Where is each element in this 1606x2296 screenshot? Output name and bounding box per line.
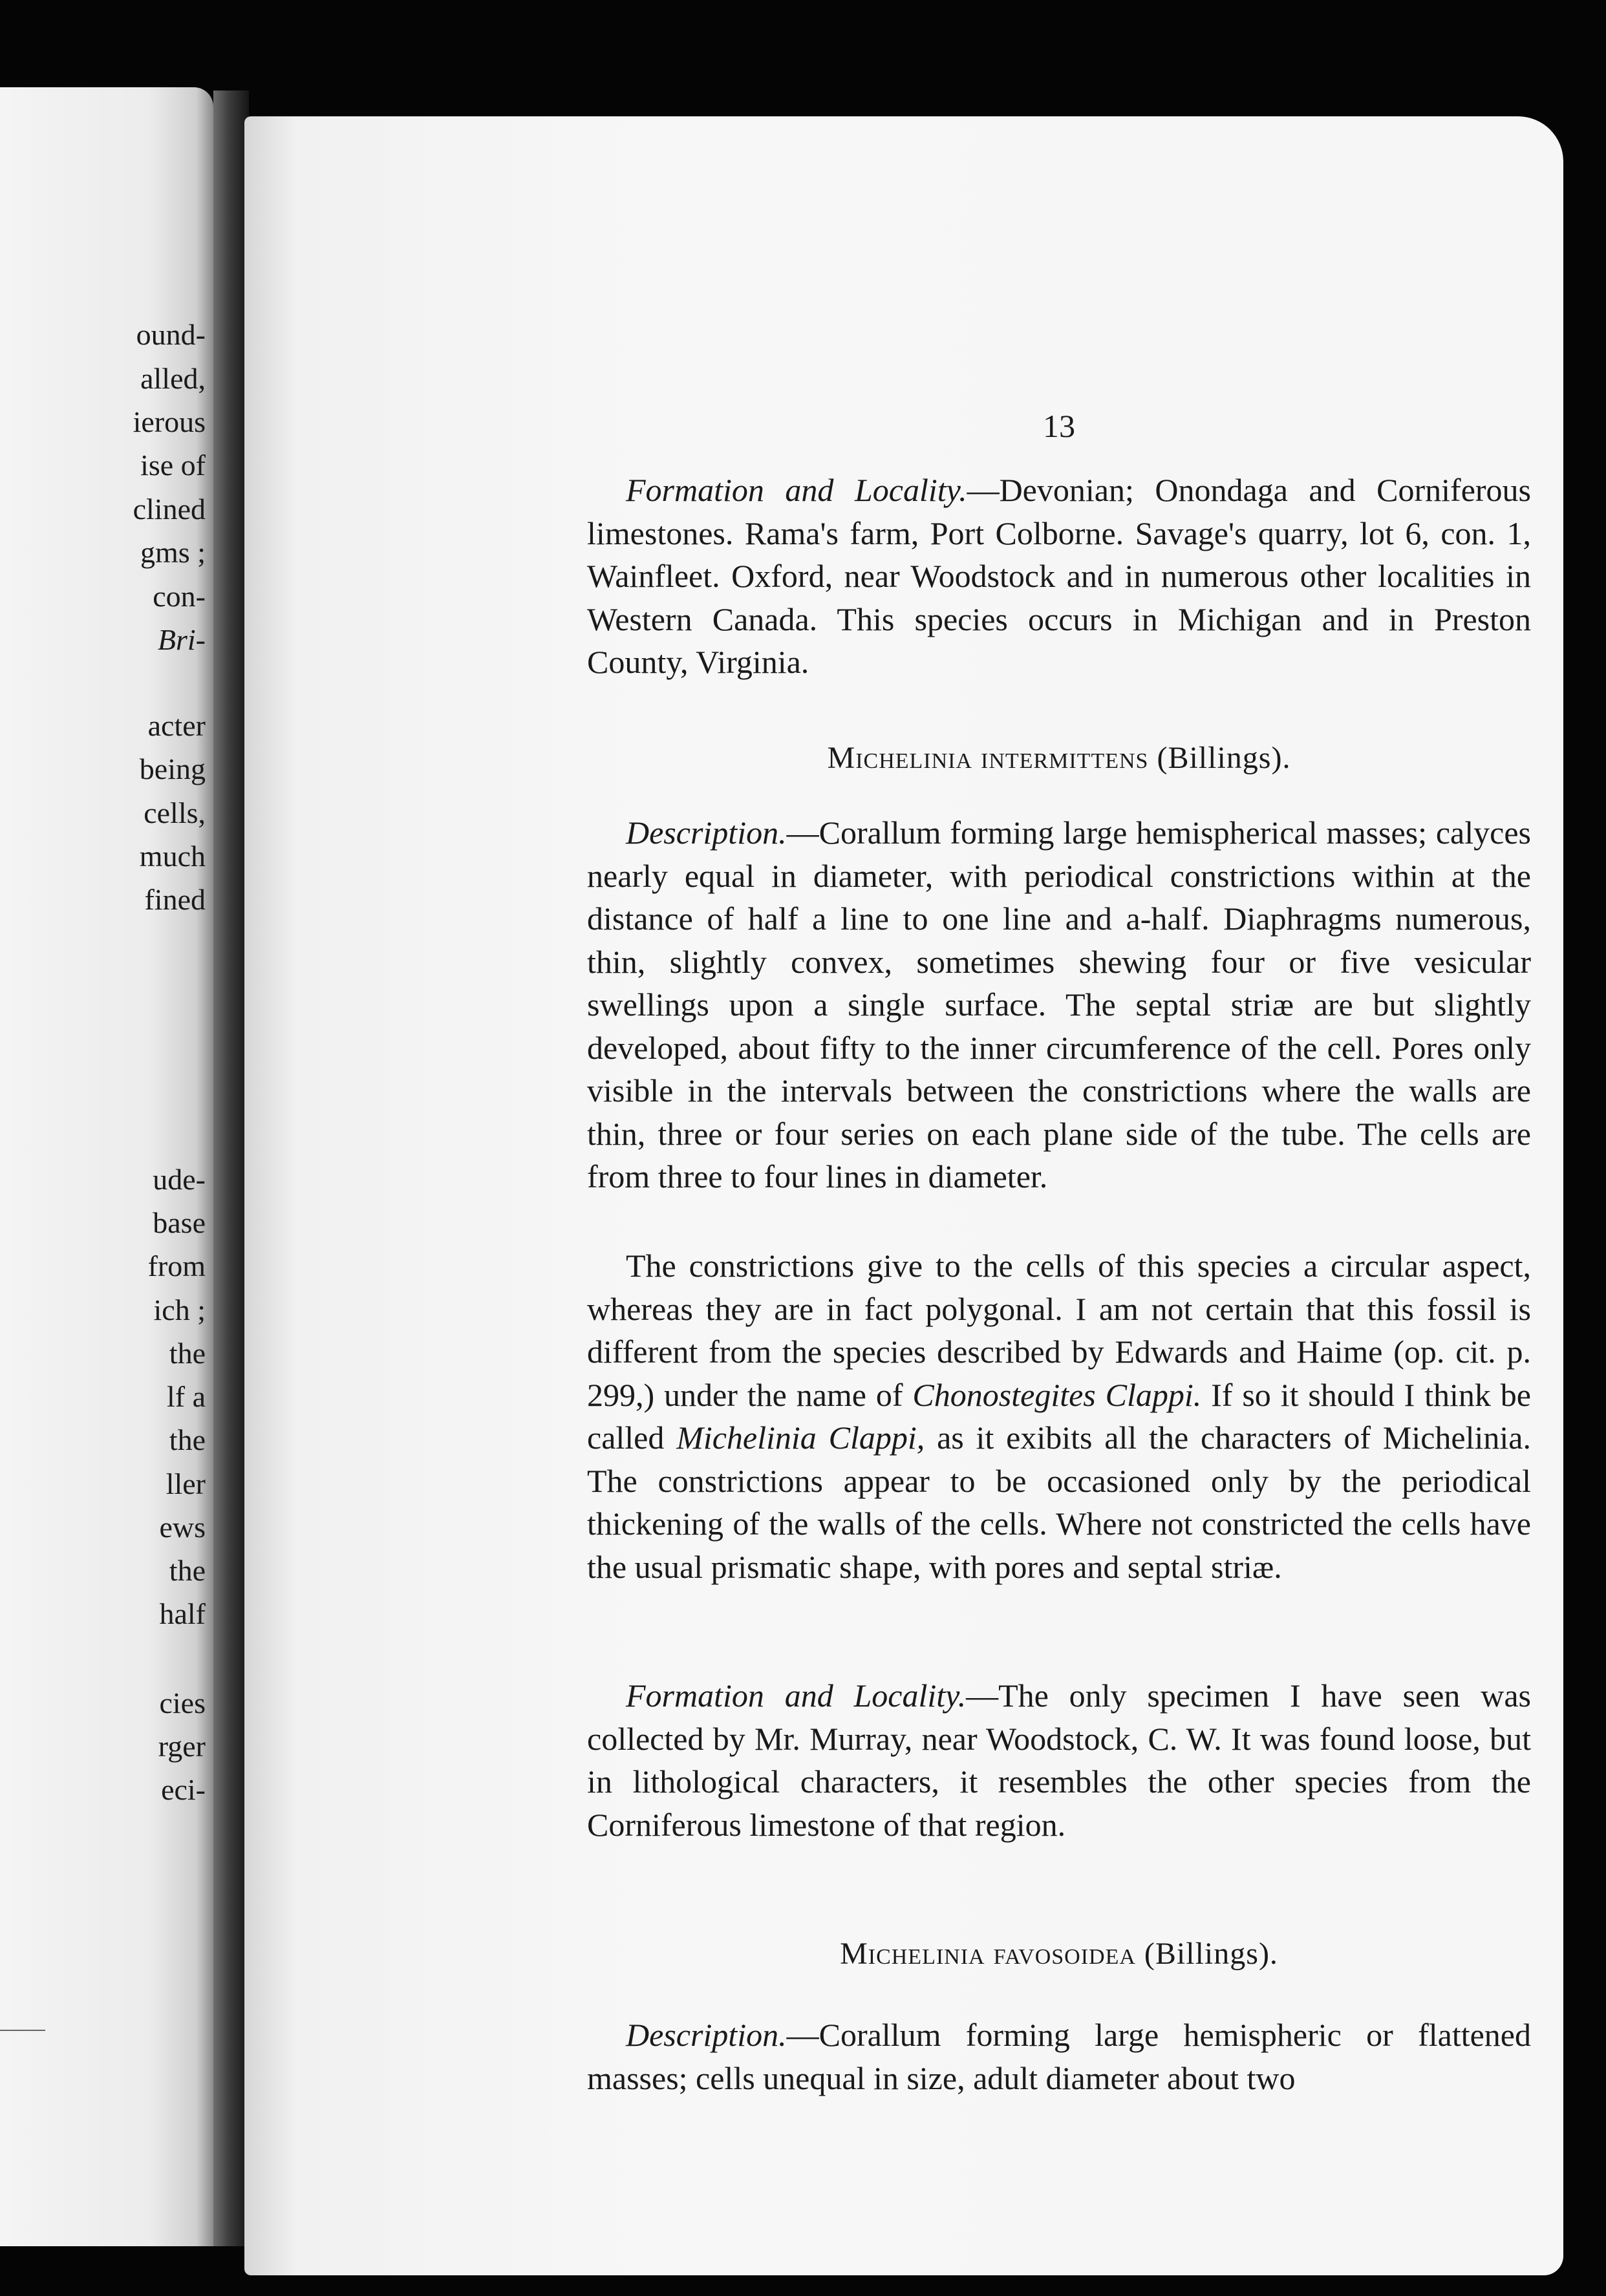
description-paragraph-2 (587, 2014, 1531, 2099)
left-page-fragment: gms ; (140, 536, 206, 569)
description-paragraph-1 (587, 811, 1531, 1198)
left-page-fragment: ierous (133, 405, 206, 438)
formation-locality-text-2: —The only specimen I have seen was collected by Mr. Murray, near Woodstock, C. W. It was found loose, but in lithological characters, it resembles the other species from the Corniferous limestone of that region. (587, 1677, 1531, 1843)
discussion-text-c: as it exibits all the characters of Michelinia. The constrictions appear to be occasioned only by the periodical thickening of the walls of the cells. Where not constricted the cells have the usual prismatic shape, with pores and septal striæ. (587, 1419, 1531, 1585)
page-number: 13 (1043, 408, 1075, 444)
left-page-fragment: being (139, 752, 206, 785)
formation-locality-text-1: —Devonian; Onondaga and Corniferous limestones. Rama's farm, Port Colborne. Savage's quarry, lot 6, con. 1, Wainfleet. Oxford, near Woodstock and in numerous other localities in Western Canada. This species occurs in Michigan and in Preston County, Virginia. (587, 472, 1531, 680)
left-page-fragment: Bri- (157, 623, 206, 656)
left-page-fragment: rger (158, 1730, 206, 1763)
left-page-fragment: alled, (140, 362, 206, 395)
left-page-fragment: clined (133, 493, 206, 526)
left-page-fragment: the (169, 1554, 206, 1587)
species-name-intermittens: Michelinia intermittens (827, 741, 1149, 775)
formation-locality-paragraph-2 (587, 1674, 1531, 1846)
discussion-italic-michelinia: Michelinia Clappi, (676, 1419, 925, 1456)
left-page-fragment: the (169, 1423, 206, 1456)
left-page-fragment: from (147, 1249, 206, 1282)
formation-locality-label-2: Formation and Locality. (626, 1677, 967, 1714)
left-page-fragment: much (139, 840, 206, 873)
left-page-rule (0, 2030, 45, 2031)
formation-locality-label-1: Formation and Locality. (626, 472, 967, 508)
discussion-paragraph (587, 1244, 1531, 1588)
left-page-fragment: fined (144, 883, 206, 916)
left-page (0, 87, 213, 2246)
left-page-fragment: the (169, 1337, 206, 1370)
species-author-favosoidea: (Billings). (1144, 1937, 1278, 1971)
species-heading-favosoidea (587, 1936, 1531, 1972)
left-page-fragment: half (159, 1597, 206, 1630)
discussion-text-b: If so it should I think be called (587, 1376, 1531, 1456)
species-author-intermittens: (Billings). (1157, 741, 1291, 775)
discussion-italic-chonostegites: Chonostegites Clappi. (912, 1376, 1202, 1413)
left-page-fragment: ich ; (153, 1293, 206, 1326)
left-page-fragment: cies (159, 1686, 206, 1719)
discussion-text-a: The constrictions give to the cells of this species a circular aspect, whereas they are in fact polygonal. I am not certain that this fossil is different from the species described by Edwards and Haime (op. cit. p. 299,) under the name of (587, 1248, 1531, 1413)
description-text-2: —Corallum forming large hemispheric or flattened masses; cells unequal in size, adult diameter about two (587, 2017, 1531, 2096)
left-page-fragment: ude- (153, 1163, 206, 1196)
description-text-1: —Corallum forming large hemispherical masses; calyces nearly equal in diameter, with periodical constrictions within at the distance of half a line to one line and a-half. Diaphragms numerous, thin, slightly convex, sometimes shewing four or five vesicular swellings upon a single surface. The septal striæ are but slightly developed, about fifty to the inner circumference of the cell. Pores only visible in the intervals between the constrictions where the walls are thin, three or four series on each plane side of the tube. The cells are from three to four lines in diameter. (587, 814, 1531, 1195)
left-page-fragment: acter (147, 709, 206, 742)
left-page-fragment: con- (153, 580, 206, 613)
species-heading-intermittens (587, 740, 1531, 776)
left-page-fragment: lf a (166, 1380, 206, 1413)
species-name-favosoidea: Michelinia favosoidea (840, 1937, 1136, 1971)
description-label-2: Description. (626, 2017, 787, 2053)
left-page-fragment: cells, (144, 796, 206, 829)
formation-locality-paragraph-1 (587, 469, 1531, 684)
description-label-1: Description. (626, 814, 787, 851)
left-page-fragment: ise of (140, 449, 206, 482)
left-page-fragment: ller (166, 1467, 206, 1500)
book-gutter (213, 90, 249, 2246)
left-page-fragment: ews (159, 1511, 206, 1544)
left-page-fragment: base (153, 1206, 206, 1239)
right-page (244, 116, 1563, 2275)
left-page-fragment: ound- (136, 318, 206, 351)
left-page-fragment: eci- (161, 1773, 206, 1806)
